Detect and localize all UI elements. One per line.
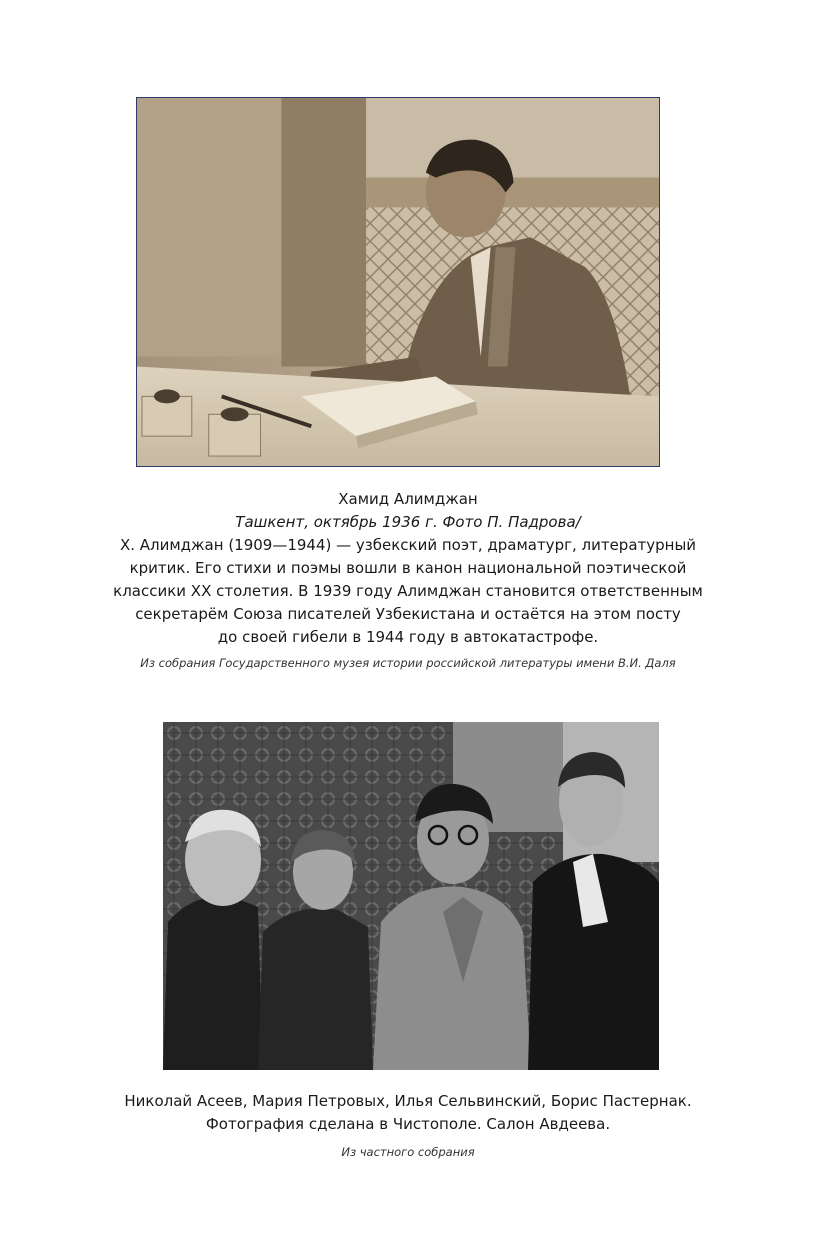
photo1-place-date: Ташкент, октябрь 1936 г. Фото П. Падрова/ <box>235 513 581 531</box>
photo2-people: Николай Асеев, Мария Петровых, Илья Сельвинский, Борис Пастернак. <box>124 1092 692 1110</box>
photo-hamid-alimjan <box>136 97 660 467</box>
sepia-photo-image <box>137 98 659 466</box>
caption-photo1 <box>60 488 756 672</box>
photo-group-chistopol <box>163 722 659 1070</box>
bw-group-photo-image <box>163 722 659 1070</box>
photo1-bio-line-2: критик. Его стихи и поэмы вошли в канон национальной поэтической <box>129 559 687 577</box>
photo1-bio-line-3: классики XX столетия. В 1939 году Алимджан становится ответственным <box>113 582 703 600</box>
photo1-bio-line-5: до своей гибели в 1944 году в автокатастрофе. <box>217 628 599 646</box>
photo2-place: Фотография сделана в Чистополе. Салон Авдеева. <box>205 1115 611 1133</box>
photo2-source: Из частного собрания <box>341 1145 475 1159</box>
photo1-bio-line-4: секретарём Союза писателей Узбекистана и остаётся на этом посту <box>135 605 681 623</box>
photo1-bio-line-1: Х. Алимджан (1909—1944) — узбекский поэт, драматург, литературный <box>119 536 697 554</box>
caption-photo2 <box>60 1090 756 1161</box>
photo1-source: Из собрания Государственного музея истории российской литературы имени В.И. Даля <box>140 656 676 670</box>
photo1-title: Хамид Алимджан <box>338 490 478 508</box>
